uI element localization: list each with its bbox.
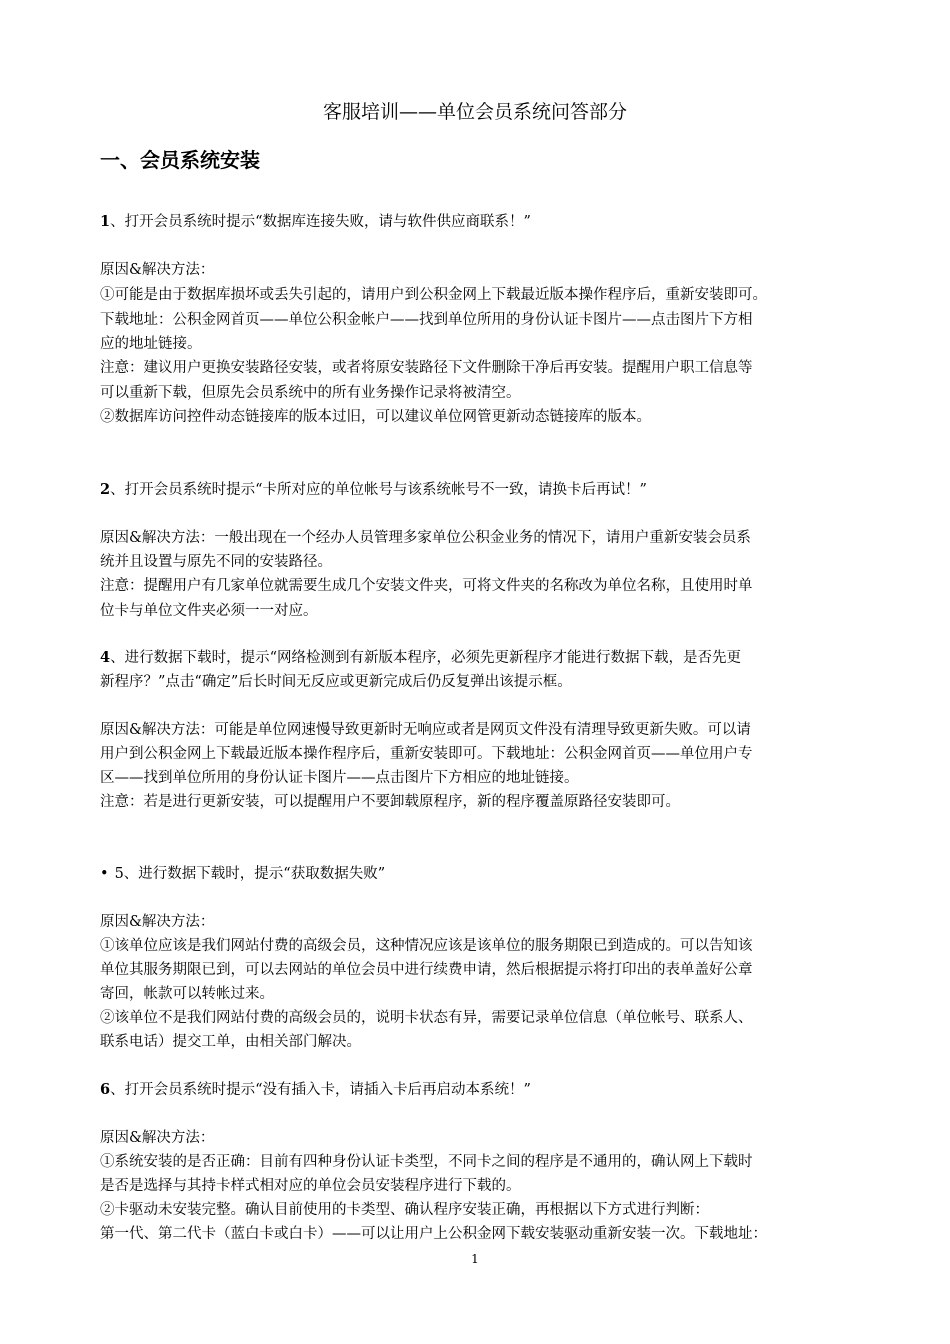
question-number: 1 <box>100 213 111 230</box>
question-number: 4 <box>100 649 111 666</box>
question-text: 、打开会员系统时提示“没有插入卡，请插入卡后再启动本系统！” <box>110 1082 531 1098</box>
paragraph-line: ②数据库访问控件动态链接库的版本过旧，可以建议单位网管更新动态链接库的版本。 <box>100 409 651 425</box>
paragraph-line: 第一代、第二代卡（蓝白卡或白卡）——可以让用户上公积金网下载安装驱动重新安装一次。下载地址： <box>100 1226 767 1242</box>
paragraph-line: 区——找到单位所用的身份认证卡图片——点击图片下方相应的地址链接。 <box>100 770 579 786</box>
question-text: 、打开会员系统时提示“数据库连接失败，请与软件供应商联系！” <box>110 214 531 230</box>
question-4 <box>100 646 854 670</box>
paragraph-line: 统并且设置与原先不同的安装路径。 <box>100 554 332 570</box>
paragraph-line: 位卡与单位文件夹必须一一对应。 <box>100 603 318 619</box>
paragraph-line: 注意：提醒用户有几家单位就需要生成几个安装文件夹，可将文件夹的名称改为单位名称，且使用时单 <box>100 578 753 594</box>
question-text: 5、进行数据下载时，提示“获取数据失败” <box>114 866 386 882</box>
paragraph-line: 应的地址链接。 <box>100 336 202 352</box>
paragraph-line: ①系统安装的是否正确：目前有四种身份认证卡类型，不同卡之间的程序是不通用的，确认网上下载时 <box>100 1154 753 1170</box>
paragraph-line: 单位其服务期限已到，可以去网站的单位会员中进行续费申请，然后根据提示将打印出的表单盖好公章 <box>100 962 753 978</box>
paragraph-line: 注意：建议用户更换安装路径安装，或者将原安装路径下文件删除干净后再安装。提醒用户职工信息等 <box>100 360 753 376</box>
paragraph-line: ②该单位不是我们网站付费的高级会员的，说明卡状态有异，需要记录单位信息（单位帐号、联系人、 <box>100 1010 753 1026</box>
page-number: 1 <box>471 1252 479 1266</box>
paragraph-line: 下载地址：公积金网首页——单位公积金帐户——找到单位所用的身份认证卡图片——点击图片下方相 <box>100 312 753 328</box>
cause-label: 原因&解决方法： <box>100 262 215 278</box>
bullet-icon: • <box>100 866 109 882</box>
paragraph-line: 用户到公积金网上下载最近版本操作程序后，重新安装即可。下载地址：公积金网首页——单位用户专 <box>100 746 753 762</box>
paragraph-line: 联系电话）提交工单，由相关部门解决。 <box>100 1034 361 1050</box>
paragraph-line: 可以重新下载，但原先会员系统中的所有业务操作记录将被清空。 <box>100 385 521 401</box>
question-1 <box>100 210 854 234</box>
question-text: 、进行数据下载时，提示“网络检测到有新版本程序，必须先更新程序才能进行数据下载，是否先更 <box>110 650 742 666</box>
cause-label: 原因&解决方法： <box>100 1130 215 1146</box>
paragraph-line: ①该单位应该是我们网站付费的高级会员，这种情况应该是该单位的服务期限已到造成的。可以告知该 <box>100 938 753 954</box>
question-number: 2 <box>100 481 111 498</box>
document-title: 客服培训——单位会员系统问答部分 <box>322 101 627 123</box>
question-5 <box>100 862 854 886</box>
question-text: 、打开会员系统时提示“卡所对应的单位帐号与该系统帐号不一致，请换卡后再试！” <box>110 482 647 498</box>
paragraph-line: ②卡驱动未安装完整。确认目前使用的卡类型、确认程序安装正确，再根据以下方式进行判断： <box>100 1202 709 1218</box>
paragraph-line: 原因&解决方法：可能是单位网速慢导致更新时无响应或者是网页文件没有清理导致更新失败。可以请 <box>100 722 751 738</box>
question-text-cont: 新程序？”点击“确定”后长时间无反应或更新完成后仍反复弹出该提示框。 <box>100 674 572 690</box>
question-number: 6 <box>100 1081 111 1098</box>
cause-label: 原因&解决方法： <box>100 914 215 930</box>
question-2 <box>100 478 854 502</box>
paragraph-line: 原因&解决方法：一般出现在一个经办人员管理多家单位公积金业务的情况下，请用户重新安装会员系 <box>100 530 751 546</box>
paragraph-line: ①可能是由于数据库损坏或丢失引起的，请用户到公积金网上下载最近版本操作程序后，重新安装即可。 <box>100 287 767 303</box>
paragraph-line: 寄回，帐款可以转帐过来。 <box>100 986 274 1002</box>
paragraph-line: 注意：若是进行更新安装，可以提醒用户不要卸载原程序，新的程序覆盖原路径安装即可。 <box>100 794 680 810</box>
paragraph-line: 是否是选择与其持卡样式相对应的单位会员安装程序进行下载的。 <box>100 1178 521 1194</box>
question-6 <box>100 1078 854 1102</box>
section-heading: 一、会员系统安装 <box>100 148 260 172</box>
